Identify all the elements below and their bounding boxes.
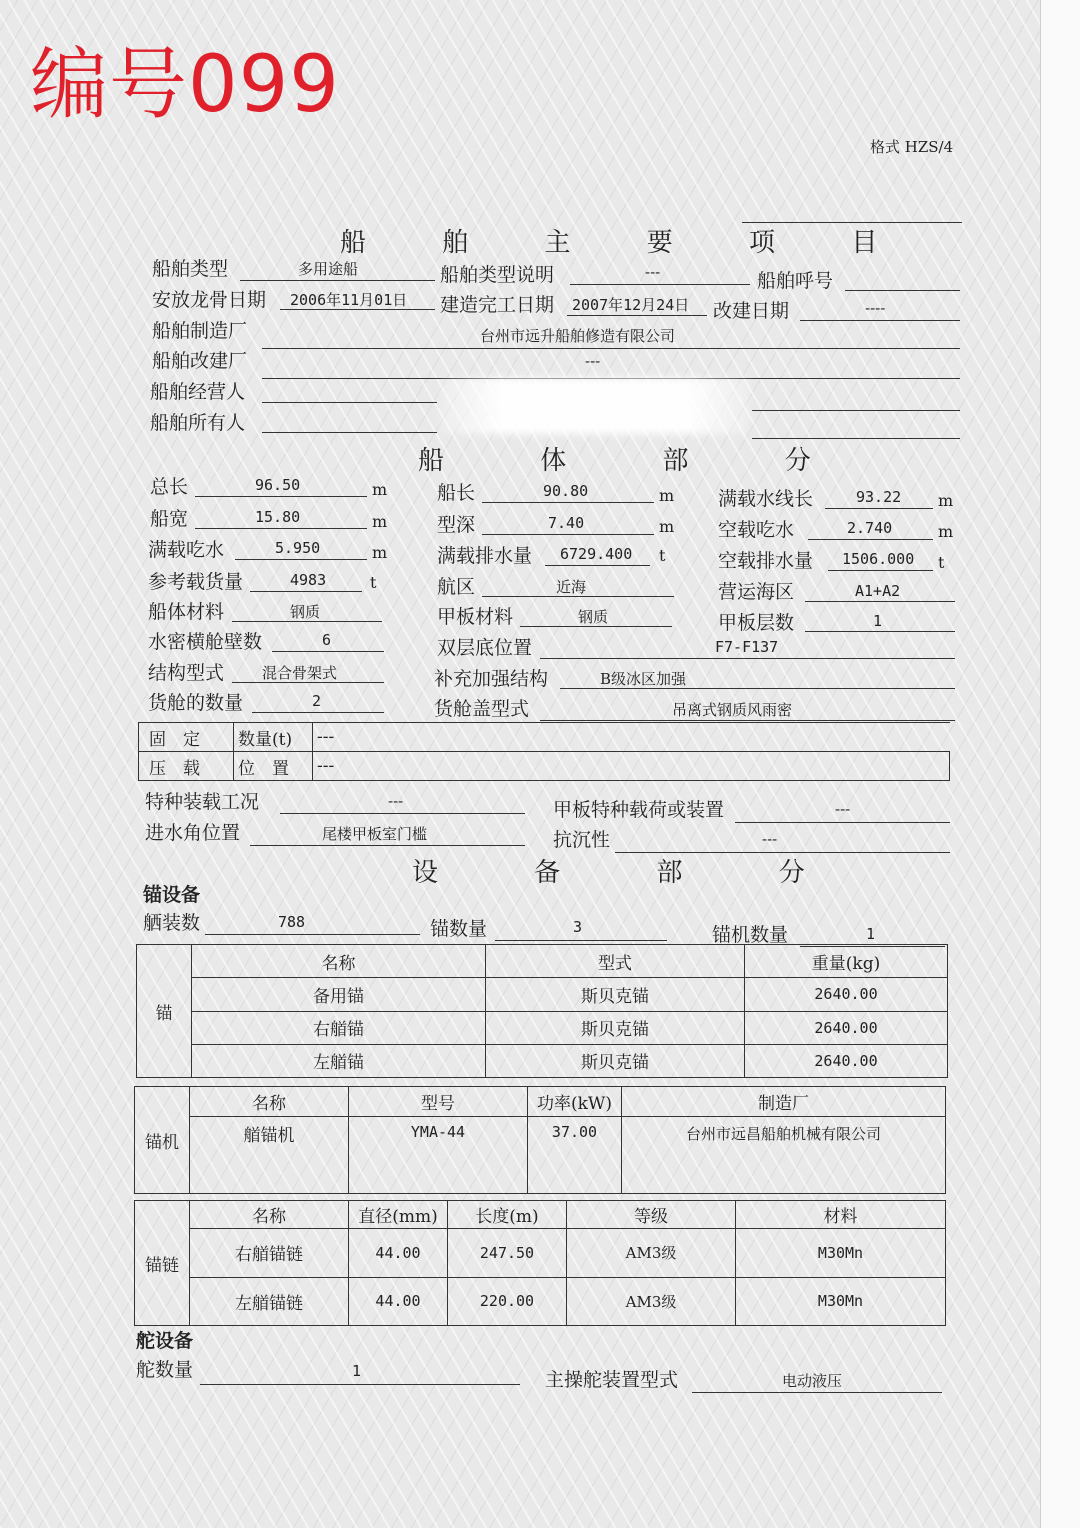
windlass-group-label: 锚机 [135, 1087, 190, 1194]
label-ship-type-desc: 船舶类型说明 [440, 264, 555, 286]
underline [540, 658, 955, 659]
label-full-draft: 满载吃水 [148, 539, 225, 561]
anchors-table [136, 944, 948, 1078]
label-navigation-area: 航区 [437, 576, 476, 598]
value-ship-type-desc: --- [645, 263, 661, 281]
underline [195, 496, 367, 497]
chains-header-material: 材料 [736, 1201, 946, 1229]
anchors-header-name: 名称 [192, 945, 486, 978]
unit-m: m [372, 512, 388, 531]
label-special-loading: 特种装载工况 [145, 791, 260, 813]
value-hull-material: 钢质 [290, 603, 321, 621]
table-row [137, 1011, 948, 1044]
anchor-weight: 2640.00 [745, 978, 948, 1011]
unit-m: m [372, 543, 388, 562]
value-navigation-area: 近海 [556, 578, 587, 596]
value-rebuild-date: ---- [865, 299, 886, 317]
anchor-name: 左艏锚 [192, 1044, 486, 1077]
value-flooding-angle: 尾楼甲板室门槛 [322, 825, 428, 843]
value-keel-date: 2006年11月01日 [290, 291, 408, 309]
label-double-bottom: 双层底位置 [437, 637, 533, 659]
label-anti-sinking: 抗沉性 [553, 829, 611, 851]
unit-m: m [659, 486, 675, 505]
value-windlass-count: 1 [866, 925, 876, 943]
label-structure-type: 结构型式 [148, 662, 225, 684]
value-full-draft: 5.950 [275, 539, 321, 557]
underline [520, 626, 672, 627]
label-reinforcement: 补充加强结构 [434, 668, 549, 690]
underline [808, 539, 933, 540]
underline [805, 601, 955, 602]
value-sea-area: A1+A2 [855, 582, 901, 600]
value-light-draft: 2.740 [847, 519, 893, 537]
underline [240, 280, 435, 281]
chain-diameter: 44.00 [349, 1277, 448, 1325]
value-rudder-count: 1 [352, 1362, 362, 1380]
underline [262, 402, 437, 403]
value-deck-material: 钢质 [578, 608, 609, 626]
underline [692, 1392, 942, 1393]
chains-table [134, 1200, 946, 1326]
value-full-displacement: 6729.400 [560, 545, 633, 563]
underline [280, 309, 435, 310]
anchor-name: 右艏锚 [192, 1011, 486, 1044]
chain-name: 左艏锚链 [190, 1277, 349, 1325]
value-outfit-number: 788 [278, 913, 306, 931]
value-cargo-holds: 2 [312, 692, 322, 710]
value-reinforcement: B级冰区加强 [600, 670, 687, 688]
label-rebuilder: 船舶改建厂 [152, 350, 248, 372]
redacted-area [440, 378, 750, 434]
value-beam: 15.80 [255, 508, 301, 526]
value-lbp: 90.80 [543, 482, 589, 500]
value-light-displacement: 1506.000 [842, 550, 915, 568]
value-anti-sinking: --- [762, 830, 778, 848]
windlass-model: YMA-44 [349, 1117, 528, 1194]
anchor-type: 斯贝克锚 [486, 1011, 745, 1044]
label-cargo-holds: 货舱的数量 [148, 692, 244, 714]
unit-t: t [659, 546, 666, 565]
label-call-sign: 船舶呼号 [757, 270, 834, 292]
windlass-name: 艏锚机 [190, 1117, 349, 1194]
label-steering-gear: 主操舵装置型式 [545, 1369, 679, 1391]
chain-material: M30Mn [736, 1229, 946, 1277]
ballast-table [138, 722, 950, 781]
underline [752, 410, 960, 411]
underline [252, 712, 384, 713]
value-ref-deadweight: 4983 [290, 571, 327, 589]
label-beam: 船宽 [150, 508, 189, 530]
label-deck-special: 甲板特种载荷或装置 [553, 799, 725, 821]
heading-rudder-equipment: 舵设备 [136, 1330, 194, 1352]
anchor-type: 斯贝克锚 [486, 1044, 745, 1077]
label-owner: 船舶所有人 [150, 412, 246, 434]
windlass-power: 37.00 [528, 1117, 622, 1194]
unit-m: m [372, 480, 388, 499]
label-lbp: 船长 [437, 482, 476, 504]
label-ref-deadweight: 参考载货量 [148, 571, 244, 593]
anchor-type: 斯贝克锚 [486, 978, 745, 1011]
label-deck-layers: 甲板层数 [718, 612, 795, 634]
underline [735, 822, 950, 823]
underline [482, 596, 674, 597]
table-row [135, 1117, 946, 1194]
value-special-loading: --- [388, 792, 404, 810]
label-completion-date: 建造完工日期 [440, 294, 555, 316]
value-loa: 96.50 [255, 476, 301, 494]
windlass-table [134, 1086, 946, 1194]
label-sea-area: 营运海区 [718, 581, 795, 603]
label-rudder-count: 舵数量 [136, 1359, 194, 1381]
value-builder: 台州市远升船舶修造有限公司 [480, 327, 676, 345]
chain-length: 247.50 [448, 1229, 567, 1277]
value-completion-date: 2007年12月24日 [572, 296, 690, 314]
underline [200, 1384, 520, 1385]
chains-header-diameter: 直径(mm) [349, 1201, 448, 1229]
underline [570, 284, 750, 285]
anchor-weight: 2640.00 [745, 1011, 948, 1044]
chains-header-length: 长度(m) [448, 1201, 567, 1229]
value-anchor-count: 3 [573, 918, 583, 936]
label-rebuild-date: 改建日期 [713, 300, 790, 322]
label-full-displacement: 满载排水量 [437, 545, 533, 567]
underline [545, 565, 650, 566]
underline [845, 290, 960, 291]
underline [828, 570, 933, 571]
underline [232, 621, 382, 622]
anchors-header-weight: 重量(kg) [745, 945, 948, 978]
chain-diameter: 44.00 [349, 1229, 448, 1277]
windlass-maker: 台州市远昌船舶机械有限公司 [622, 1117, 946, 1194]
value-bulkheads: 6 [322, 631, 332, 649]
label-light-draft: 空载吃水 [718, 519, 795, 541]
value-deck-layers: 1 [873, 612, 883, 630]
underline [232, 682, 384, 683]
table-row [135, 1229, 946, 1277]
document-number-stamp: 编号099 [30, 40, 340, 130]
anchors-header-type: 型式 [486, 945, 745, 978]
underline [262, 432, 437, 433]
underline [250, 845, 525, 846]
value-double-bottom: F7-F137 [715, 638, 779, 656]
chain-grade: AM3级 [567, 1229, 736, 1277]
label-anchor-count: 锚数量 [430, 918, 488, 940]
underline [560, 688, 955, 689]
label-depth: 型深 [437, 514, 476, 536]
underline [752, 438, 960, 439]
unit-t: t [370, 573, 377, 592]
unit-m: m [938, 491, 954, 510]
unit-t: t [938, 553, 945, 572]
chain-grade: AM3级 [567, 1277, 736, 1325]
windlass-header-name: 名称 [190, 1087, 349, 1117]
label-ship-type: 船舶类型 [152, 258, 229, 280]
ballast-load-label: 压 载 [139, 752, 234, 781]
ballast-qty-label: 数量(t) [234, 723, 313, 752]
chain-name: 右艏锚链 [190, 1229, 349, 1277]
label-outfit-number: 舾装数 [143, 912, 201, 934]
underline [280, 813, 525, 814]
section-title-main: 船 舶 主 要 项 目 [340, 228, 912, 258]
label-operator: 船舶经营人 [150, 381, 246, 403]
value-ship-type: 多用途船 [298, 260, 359, 278]
value-lwl: 93.22 [856, 488, 902, 506]
label-light-displacement: 空载排水量 [718, 550, 814, 572]
anchors-group-label: 锚 [137, 945, 192, 1078]
label-deck-material: 甲板材料 [437, 606, 514, 628]
underline [805, 631, 955, 632]
label-hull-material: 船体材料 [148, 601, 225, 623]
table-row [137, 1044, 948, 1077]
label-loa: 总长 [150, 476, 189, 498]
value-deck-special: --- [835, 800, 851, 818]
value-steering-gear: 电动液压 [782, 1372, 843, 1390]
section-title-equipment: 设 备 部 分 [412, 858, 849, 888]
underline [540, 720, 955, 721]
chains-header-name: 名称 [190, 1201, 349, 1229]
format-code: 格式 HZS/4 [870, 138, 954, 156]
underline [235, 559, 367, 560]
label-keel-date: 安放龙骨日期 [152, 289, 267, 311]
underline [482, 534, 654, 535]
label-flooding-angle: 进水角位置 [145, 822, 241, 844]
underline [482, 502, 654, 503]
underline [567, 315, 707, 316]
anchor-weight: 2640.00 [745, 1044, 948, 1077]
value-rebuilder: --- [585, 352, 601, 370]
underline [825, 508, 933, 509]
ballast-pos-label: 位 置 [234, 752, 313, 781]
chain-length: 220.00 [448, 1277, 567, 1325]
unit-m: m [938, 522, 954, 541]
anchor-name: 备用锚 [192, 978, 486, 1011]
heading-anchor-equipment: 锚设备 [143, 884, 201, 906]
section-title-hull: 船 体 部 分 [418, 446, 855, 476]
label-builder: 船舶制造厂 [152, 320, 248, 342]
unit-m: m [659, 517, 675, 536]
value-structure-type: 混合骨架式 [262, 664, 338, 682]
chains-group-label: 锚链 [135, 1201, 190, 1326]
windlass-header-maker: 制造厂 [622, 1087, 946, 1117]
underline [272, 651, 384, 652]
windlass-header-model: 型号 [349, 1087, 528, 1117]
table-row [135, 1277, 946, 1325]
windlass-header-power: 功率(kW) [528, 1087, 622, 1117]
underline [262, 348, 960, 349]
value-hatch-cover: 吊离式钢质风雨密 [672, 701, 793, 719]
ballast-fixed-label: 固 定 [139, 723, 234, 752]
label-windlass-count: 锚机数量 [712, 924, 789, 946]
chains-header-grade: 等级 [567, 1201, 736, 1229]
label-bulkheads: 水密横舱壁数 [148, 631, 263, 653]
underline [800, 320, 960, 321]
ballast-pos-value: --- [313, 752, 950, 781]
underline [495, 940, 667, 941]
underline [195, 528, 367, 529]
chain-material: M30Mn [736, 1277, 946, 1325]
value-depth: 7.40 [548, 514, 585, 532]
underline [250, 591, 362, 592]
page-margin [1040, 0, 1080, 1528]
underline [205, 934, 420, 935]
label-hatch-cover: 货舱盖型式 [434, 698, 530, 720]
label-lwl: 满载水线长 [718, 488, 814, 510]
table-row [137, 978, 948, 1011]
ballast-qty-value: --- [313, 723, 950, 752]
